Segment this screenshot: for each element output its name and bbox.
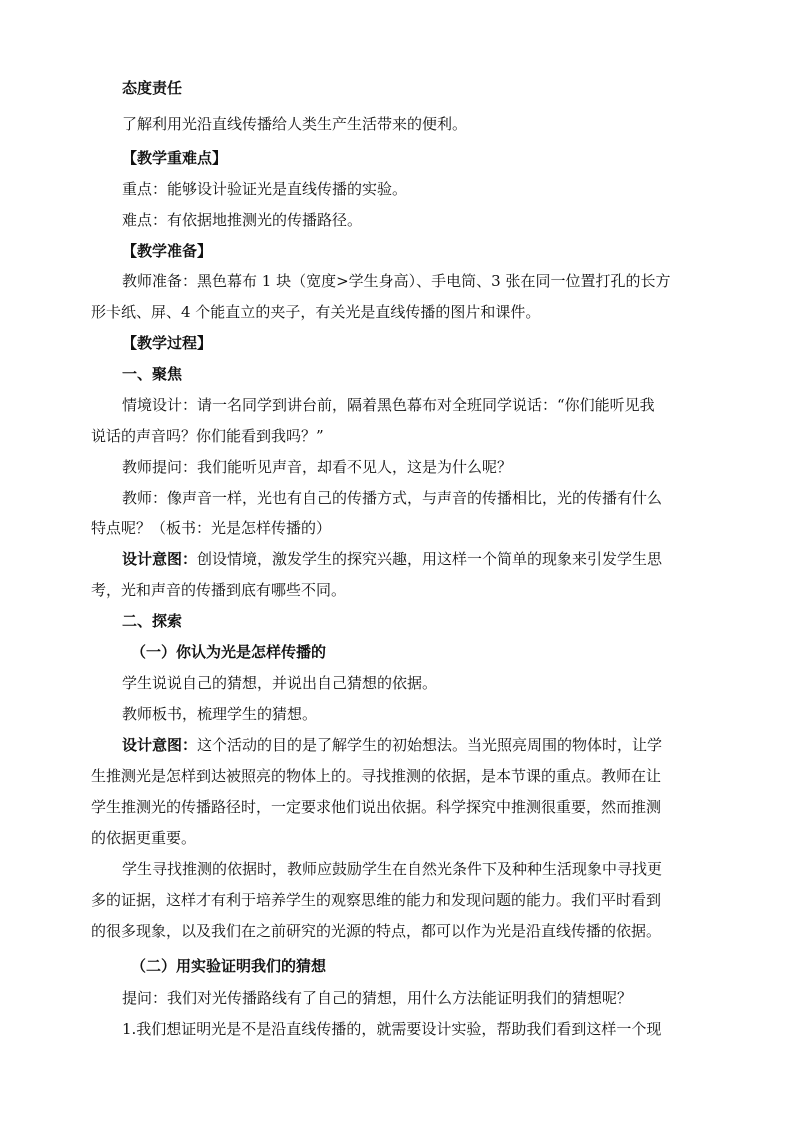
subheading-experiment: （二）用实验证明我们的猜想	[131, 957, 327, 975]
design-intent-label: 设计意图：	[122, 736, 198, 754]
paragraph: 生推测光是怎样到达被照亮的物体上的。寻找推测的依据，是本节课的重点。教师在让	[91, 767, 662, 785]
paragraph: 多的证据，这样才有利于培养学生的观察思维的能力和发现问题的能力。我们平时看到	[91, 891, 662, 909]
paragraph: 重点：能够设计验证光是直线传播的实验。	[122, 180, 408, 198]
paragraph: 了解利用光沿直线传播给人类生产生活带来的便利。	[122, 115, 468, 133]
design-intent-label: 设计意图：	[122, 550, 198, 568]
paragraph: 教师：像声音一样，光也有自己的传播方式，与声音的传播相比，光的传播有什么	[122, 489, 663, 507]
paragraph: 形卡纸、屏、4 个能直立的夹子，有关光是直线传播的图片和课件。	[91, 303, 541, 321]
paragraph: 提问：我们对光传播路线有了自己的猜想，用什么方法能证明我们的猜想呢？	[122, 989, 633, 1007]
paragraph: 学生说说自己的猜想，并说出自己猜想的依据。	[122, 674, 438, 692]
design-intent-paragraph: 设计意图：创设情境，激发学生的探究兴趣，用这样一个简单的现象来引发学生思	[122, 550, 663, 568]
section-heading-key-points: 【教学重难点】	[122, 149, 228, 167]
paragraph: 难点：有依据地推测光的传播路径。	[122, 211, 363, 229]
design-intent-paragraph: 设计意图：这个活动的目的是了解学生的初始想法。当光照亮周围的物体时，让学	[122, 736, 663, 754]
paragraph: 考，光和声音的传播到底有哪些不同。	[91, 581, 347, 599]
subheading-focus: 一、聚焦	[122, 365, 183, 383]
subheading-guess: （一）你认为光是怎样传播的	[131, 643, 327, 661]
paragraph: 学生寻找推测的依据时，教师应鼓励学生在自然光条件下及种种生活现象中寻找更	[122, 860, 663, 878]
section-heading-preparation: 【教学准备】	[122, 242, 213, 260]
paragraph: 说话的声音吗？你们能看到我吗？”	[91, 427, 324, 445]
paragraph: 的依据更重要。	[91, 829, 197, 847]
paragraph: 教师准备：黑色幕布 1 块（宽度>学生身高）、手电筒、3 张在同一位置打孔的长方	[122, 272, 671, 290]
paragraph: 教师板书，梳理学生的猜想。	[122, 705, 318, 723]
heading-attitude: 态度责任	[122, 79, 183, 97]
paragraph: 学生推测光的传播路径时，一定要求他们说出依据。科学探究中推测很重要，然而推测	[91, 798, 662, 816]
paragraph: 特点呢？（板书：光是怎样传播的）	[91, 519, 332, 537]
subheading-explore: 二、探索	[122, 612, 183, 630]
paragraph: 的很多现象，以及我们在之前研究的光源的特点，都可以作为光是沿直线传播的依据。	[91, 922, 662, 940]
paragraph: 情境设计：请一名同学到讲台前，隔着黑色幕布对全班同学说话：“你们能听见我	[122, 396, 655, 414]
paragraph: 教师提问：我们能听见声音，却看不见人，这是为什么呢？	[122, 458, 513, 476]
paragraph: 1.我们想证明光是不是沿直线传播的，就需要设计实验，帮助我们看到这样一个现	[122, 1020, 662, 1038]
section-heading-process: 【教学过程】	[122, 334, 213, 352]
